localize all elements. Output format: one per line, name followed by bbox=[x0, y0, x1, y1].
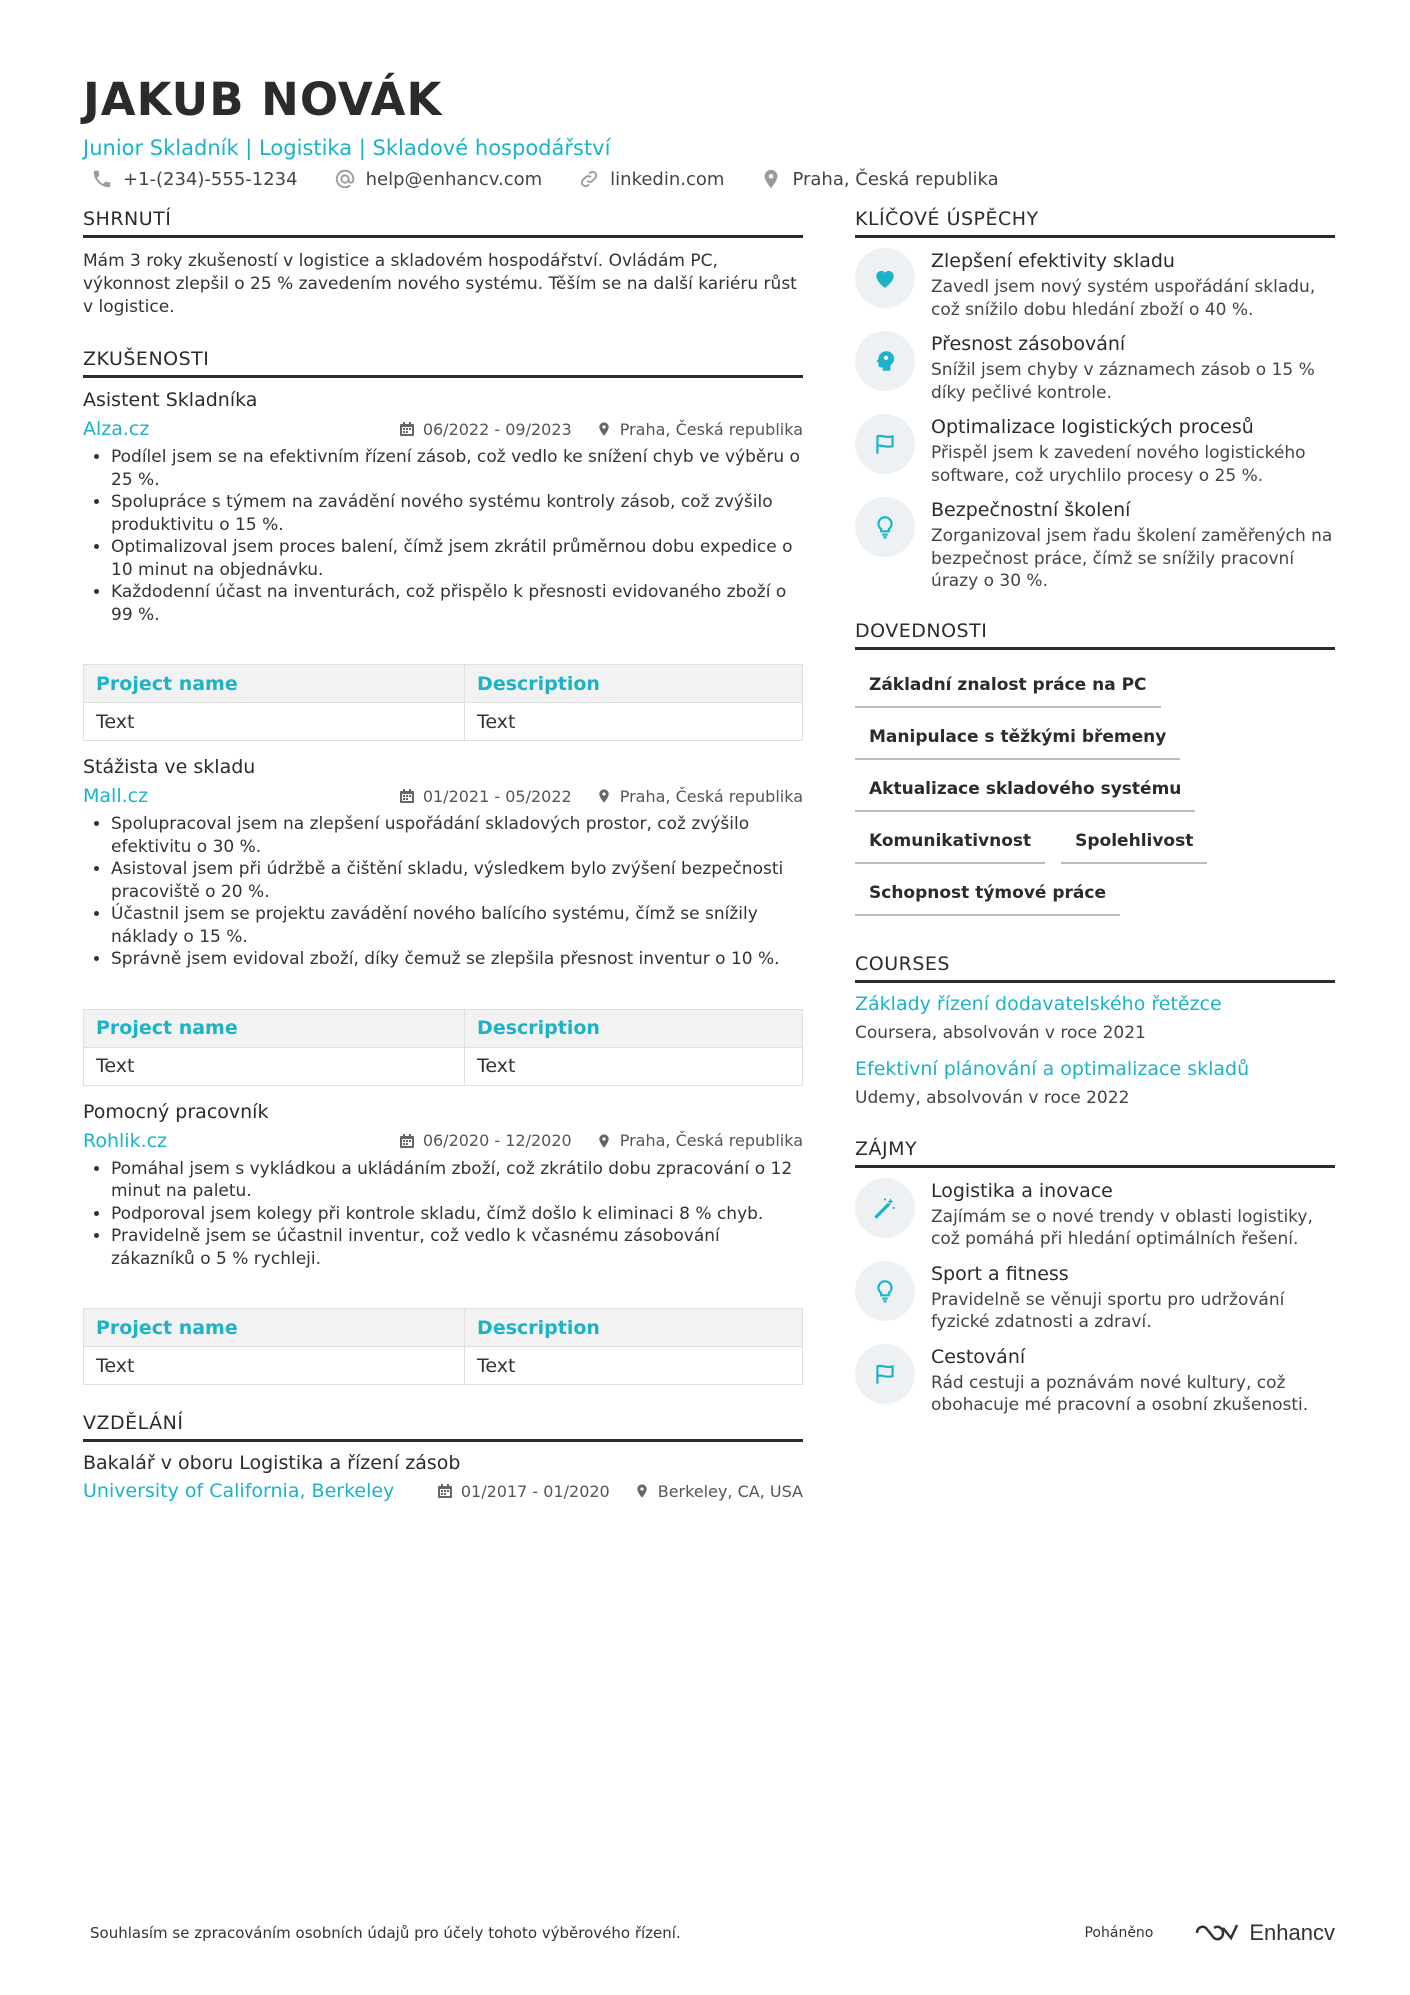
calendar-icon bbox=[437, 1483, 453, 1499]
achievement-icon-wrap bbox=[855, 497, 915, 557]
interest-icon-wrap bbox=[855, 1178, 915, 1238]
degree-title: Bakalář v oboru Logistika a řízení zásob bbox=[83, 1452, 461, 1474]
interest-desc: Zajímám se o nové trendy v oblasti logistiky, což pomáhá při hledání optimálních řešení. bbox=[931, 1206, 1313, 1249]
phone-text: +1-(234)-555-1234 bbox=[123, 168, 298, 190]
link-icon bbox=[578, 168, 600, 190]
table-header-row bbox=[84, 1009, 803, 1047]
left-column bbox=[83, 207, 803, 1504]
course-item bbox=[855, 991, 1335, 1046]
bullet-item: • Asistoval jsem při údržbě a čištění skladu, výsledkem bylo zvýšení bezpečnosti pracoviště o 20 %. bbox=[111, 858, 803, 903]
job-dates bbox=[399, 1131, 572, 1150]
job-bullets bbox=[83, 446, 803, 626]
dates-text: 06/2020 - 12/2020 bbox=[422, 1131, 572, 1150]
company-name: Mall.cz bbox=[83, 785, 149, 807]
interest-desc: Pravidelně se věnuji sportu pro udržování fyzické zdatnosti a zdraví. bbox=[931, 1289, 1285, 1332]
flag-icon bbox=[872, 1361, 898, 1387]
footer bbox=[90, 1920, 1335, 1946]
job-dates bbox=[399, 420, 572, 439]
achievement-body bbox=[931, 497, 1335, 593]
table-cell: Text bbox=[84, 703, 465, 741]
achievement-desc: Snížil jsem chyby v záznamech zásob o 15 % díky pečlivé kontrole. bbox=[931, 360, 1315, 403]
skill-tag: Spolehlivost bbox=[1061, 820, 1207, 864]
project-table bbox=[83, 1308, 803, 1385]
course-provider: Udemy, absolvován v roce 2022 bbox=[855, 1087, 1130, 1108]
education-heading: VZDĚLÁNÍ bbox=[83, 1411, 803, 1442]
achievement-title: Přesnost zásobování bbox=[931, 333, 1126, 355]
company-name: Alza.cz bbox=[83, 418, 150, 440]
courses-heading: COURSES bbox=[855, 952, 1335, 983]
course-title: Efektivní plánování a optimalizace skladů bbox=[855, 1057, 1250, 1080]
education-details bbox=[413, 1482, 803, 1501]
table-header-cell: Project name bbox=[84, 1309, 465, 1347]
job-meta bbox=[83, 416, 803, 442]
heart-icon bbox=[872, 265, 898, 291]
skill-tag: Schopnost týmové práce bbox=[855, 872, 1120, 916]
lightbulb-icon bbox=[872, 514, 898, 540]
job-entry bbox=[83, 1098, 803, 1386]
achievement-desc: Zorganizoval jsem řadu školení zaměřených na bezpečnost práce, čímž se snížily pracovní úrazy o 30 %. bbox=[931, 526, 1333, 591]
table-cell: Text bbox=[84, 1347, 465, 1385]
job-details bbox=[375, 787, 803, 806]
achievement-title: Zlepšení efektivity skladu bbox=[931, 250, 1175, 272]
table-cell: Text bbox=[465, 1047, 803, 1085]
table-header-row bbox=[84, 665, 803, 703]
location-pin-icon bbox=[596, 788, 612, 804]
achievement-icon-wrap bbox=[855, 414, 915, 474]
bullet-item: • Podporoval jsem kolegy při kontrole skladu, čímž došlo k eliminaci 8 % chyb. bbox=[111, 1203, 803, 1226]
calendar-icon bbox=[399, 788, 415, 804]
flag-icon bbox=[872, 431, 898, 457]
achievement-item bbox=[855, 248, 1335, 321]
location-pin-icon bbox=[760, 168, 782, 190]
achievements-heading: KLÍČOVÉ ÚSPĚCHY bbox=[855, 207, 1335, 238]
interest-desc: Rád cestuji a poznávám nové kultury, což obohacuje mé pracovní a osobní zkušenosti. bbox=[931, 1372, 1309, 1415]
achievement-item bbox=[855, 497, 1335, 593]
phone-icon bbox=[91, 168, 113, 190]
summary-heading: SHRNUTÍ bbox=[83, 207, 803, 238]
powered-label: Poháněno bbox=[1084, 1925, 1154, 1941]
table-cell: Text bbox=[84, 1047, 465, 1085]
contact-email[interactable] bbox=[326, 168, 543, 190]
at-icon bbox=[334, 168, 356, 190]
interest-body bbox=[931, 1261, 1335, 1334]
location-pin-icon bbox=[596, 1133, 612, 1149]
interest-item bbox=[855, 1178, 1335, 1251]
bullet-item: • Každodenní účast na inventurách, což přispělo k přesnosti evidovaného zboží o 99 %. bbox=[111, 581, 803, 626]
job-entry bbox=[83, 386, 803, 741]
job-title: Asistent Skladníka bbox=[83, 389, 258, 411]
table-row bbox=[84, 1347, 803, 1385]
job-bullets bbox=[83, 1158, 803, 1271]
enhancv-logo-icon bbox=[1193, 1921, 1241, 1945]
job-location bbox=[596, 420, 803, 439]
interest-title: Cestování bbox=[931, 1345, 1026, 1368]
job-bullets bbox=[83, 813, 803, 971]
education-location bbox=[634, 1482, 803, 1501]
candidate-name: JAKUB NOVÁK bbox=[83, 73, 443, 126]
table-header-cell: Description bbox=[465, 665, 803, 703]
job-entry bbox=[83, 753, 803, 1086]
calendar-icon bbox=[399, 1133, 415, 1149]
interest-item bbox=[855, 1344, 1335, 1417]
table-row bbox=[84, 1047, 803, 1085]
location-text: Praha, Česká republika bbox=[792, 168, 999, 190]
summary-text: Mám 3 roky zkušeností v logistice a skladovém hospodářství. Ovládám PC, výkonnost zlepšil o 25 % zavedením nového systému. Těším se na další kariéru růst v logistice. bbox=[83, 251, 797, 317]
job-meta bbox=[83, 783, 803, 809]
lightbulb-icon bbox=[872, 1278, 898, 1304]
dates-text: 06/2022 - 09/2023 bbox=[422, 419, 572, 439]
brand-name: Enhancv bbox=[1249, 1920, 1335, 1945]
candidate-subtitle: Junior Skladník | Logistika | Skladové hospodářství bbox=[83, 136, 611, 160]
skill-tag: Základní znalost práce na PC bbox=[855, 664, 1161, 708]
email-text[interactable]: help@enhancv.com bbox=[365, 168, 543, 190]
bullet-item: • Spolupráce s týmem na zavádění nového systému kontroly zásob, což zvýšilo produktivitu o 15 %. bbox=[111, 491, 803, 536]
job-details bbox=[375, 1131, 803, 1150]
achievement-title: Optimalizace logistických procesů bbox=[931, 416, 1254, 438]
course-item bbox=[855, 1056, 1335, 1111]
contact-location bbox=[752, 168, 998, 190]
table-cell: Text bbox=[465, 703, 803, 741]
contact-linkedin[interactable] bbox=[570, 168, 724, 190]
education-dates bbox=[437, 1482, 610, 1501]
calendar-icon bbox=[399, 421, 415, 437]
achievement-icon-wrap bbox=[855, 331, 915, 391]
job-location bbox=[596, 1131, 803, 1150]
achievement-item bbox=[855, 331, 1335, 404]
bullet-item: • Optimalizoval jsem proces balení, čímž jsem zkrátil průměrnou dobu expedice o 10 minut na objednávku. bbox=[111, 536, 803, 581]
interest-body bbox=[931, 1178, 1335, 1251]
interest-title: Sport a fitness bbox=[931, 1262, 1069, 1285]
brand-logo[interactable] bbox=[1193, 1920, 1335, 1946]
table-row bbox=[84, 703, 803, 741]
achievement-desc: Přispěl jsem k zavedení nového logistického software, což urychlilo procesy o 25 %. bbox=[931, 443, 1306, 486]
skills-list bbox=[855, 656, 1335, 916]
interest-title: Logistika a inovace bbox=[931, 1179, 1113, 1202]
dates-text: 01/2017 - 01/2020 bbox=[460, 1481, 610, 1501]
magic-wand-icon bbox=[872, 1195, 898, 1221]
education-meta bbox=[83, 1478, 803, 1504]
company-name: Rohlik.cz bbox=[83, 1129, 168, 1152]
table-header-cell: Description bbox=[465, 1309, 803, 1347]
table-header-cell: Project name bbox=[84, 665, 465, 703]
contact-phone bbox=[83, 168, 298, 190]
head-icon bbox=[872, 348, 898, 374]
skill-tag: Manipulace s těžkými břemeny bbox=[855, 716, 1180, 760]
skill-tag: Komunikativnost bbox=[855, 820, 1045, 864]
powered-by bbox=[1084, 1920, 1335, 1946]
consent-text: Souhlasím se zpracováním osobních údajů pro účely tohoto výběrového řízení. bbox=[90, 1924, 681, 1942]
location-text: Praha, Česká republika bbox=[619, 1131, 803, 1150]
experience-heading: ZKUŠENOSTI bbox=[83, 347, 803, 378]
table-header-cell: Description bbox=[465, 1009, 803, 1047]
job-details bbox=[375, 420, 803, 439]
skill-tag: Aktualizace skladového systému bbox=[855, 768, 1195, 812]
dates-text: 01/2021 - 05/2022 bbox=[422, 786, 572, 806]
location-pin-icon bbox=[634, 1483, 650, 1499]
location-pin-icon bbox=[596, 421, 612, 437]
skills-heading: DOVEDNOSTI bbox=[855, 619, 1335, 650]
achievement-title: Bezpečnostní školení bbox=[931, 499, 1131, 521]
bullet-item: • Účastnil jsem se projektu zavádění nového balícího systému, čímž se snížily náklady o 15 %. bbox=[111, 903, 803, 948]
job-meta bbox=[83, 1128, 803, 1154]
location-text: Berkeley, CA, USA bbox=[657, 1481, 803, 1501]
table-header-cell: Project name bbox=[84, 1009, 465, 1047]
project-table bbox=[83, 664, 803, 741]
bullet-item: • Spolupracoval jsem na zlepšení uspořádání skladových prostor, což zvýšilo efektivitu o 30 %. bbox=[111, 813, 803, 858]
bullet-item: • Pomáhal jsem s vykládkou a ukládáním zboží, což zkrátilo dobu zpracování o 12 minut na paletu. bbox=[111, 1158, 803, 1203]
interest-item bbox=[855, 1261, 1335, 1334]
project-table bbox=[83, 1009, 803, 1086]
table-cell: Text bbox=[465, 1347, 803, 1385]
bullet-item: • Podílel jsem se na efektivním řízení zásob, což vedlo ke snížení chyb ve výběru o 25 %. bbox=[111, 446, 803, 491]
achievement-icon-wrap bbox=[855, 248, 915, 308]
achievement-desc: Zavedl jsem nový systém uspořádání skladu, což snížilo dobu hledání zboží o 40 %. bbox=[931, 277, 1316, 320]
job-title: Pomocný pracovník bbox=[83, 1100, 269, 1123]
school-name: University of California, Berkeley bbox=[83, 1480, 395, 1502]
interest-body bbox=[931, 1344, 1335, 1417]
achievement-body bbox=[931, 331, 1335, 404]
bullet-item: • Pravidelně jsem se účastnil inventur, což vedlo k včasnému zásobování zákazníků o 5 % rychleji. bbox=[111, 1225, 803, 1270]
course-provider: Coursera, absolvován v roce 2021 bbox=[855, 1022, 1146, 1043]
right-column bbox=[855, 207, 1335, 1417]
interests-heading: ZÁJMY bbox=[855, 1137, 1335, 1168]
job-dates bbox=[399, 787, 572, 806]
location-text: Praha, Česká republika bbox=[619, 786, 803, 806]
job-location bbox=[596, 787, 803, 806]
table-header-row bbox=[84, 1309, 803, 1347]
achievement-body bbox=[931, 414, 1335, 487]
bullet-item: • Správně jsem evidoval zboží, díky čemuž se zlepšila přesnost inventur o 10 %. bbox=[111, 948, 803, 971]
achievement-body bbox=[931, 248, 1335, 321]
location-text: Praha, Česká republika bbox=[619, 419, 803, 439]
interest-icon-wrap bbox=[855, 1344, 915, 1404]
course-title: Základy řízení dodavatelského řetězce bbox=[855, 992, 1222, 1015]
contact-bar bbox=[83, 168, 1333, 190]
linkedin-text[interactable]: linkedin.com bbox=[610, 168, 725, 190]
job-title: Stážista ve skladu bbox=[83, 756, 256, 778]
interest-icon-wrap bbox=[855, 1261, 915, 1321]
header bbox=[83, 72, 1333, 190]
achievement-item bbox=[855, 414, 1335, 487]
